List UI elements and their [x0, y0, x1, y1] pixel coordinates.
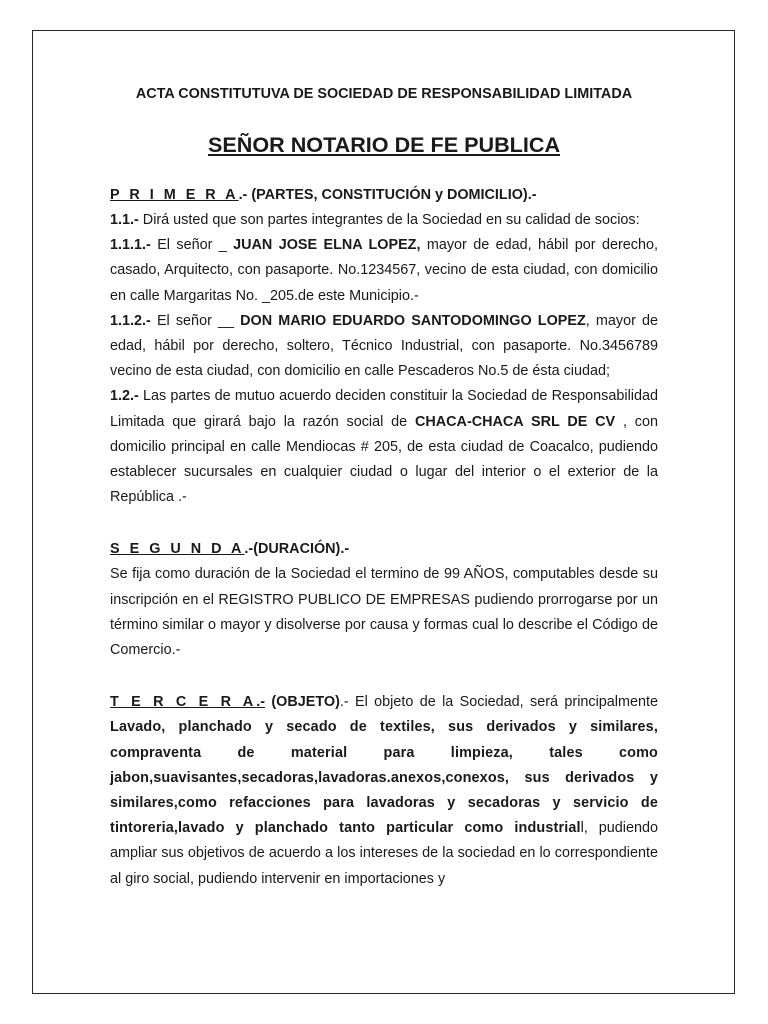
section-title-segunda: .-(DURACIÓN).-: [244, 541, 350, 558]
clause-number: 1.1.-: [110, 212, 139, 228]
clause-objeto: [110, 690, 658, 892]
clause-number: 1.1.1.-: [110, 237, 151, 254]
clause-1-1: [110, 208, 658, 233]
clause-text: , mayor de edad, hábil por derecho, soltero, Técnico Industrial, con pasaporte. No.3456789 vecino de esta ciudad, con domicilio en calle Pescaderos No.5 de ésta ciudad;: [110, 312, 659, 380]
section-label-dash: .-: [256, 694, 265, 711]
clause-text: mayor de edad, hábil por derecho, casado, Arquitecto, con pasaporte. No.1234567, vecino de esta ciudad, con domicilio en calle Margaritas No. _205.de este Municipio.-: [110, 237, 658, 304]
clause-text: Las partes de mutuo acuerdo deciden constituir la Sociedad de Responsabilidad Limitada que girará bajo la razón social de: [110, 388, 658, 430]
clause-text: Dirá usted que son partes integrantes de la Sociedad en su calidad de socios:: [138, 212, 640, 228]
document-body: [110, 78, 658, 892]
partner-name: DON MARIO EDUARDO SANTODOMINGO LOPEZ: [240, 312, 586, 329]
company-name: CHACA-CHACA SRL DE CV: [414, 413, 616, 430]
section-label-tercera: T E R C E R A: [110, 694, 257, 711]
clause-1-1-2: [110, 309, 658, 385]
clause-duracion: Se fija como duración de la Sociedad el termino de 99 AÑOS, computables desde su inscripción en el REGISTRO PUBLICO DE EMPRESAS pudiendo prorrogarse por un término similar o mayor y disolverse por causa y formas cual lo describe el Código de Comercio.-: [110, 566, 658, 659]
clause-text: El señor __: [150, 312, 241, 329]
document-title: ACTA CONSTITUTUVA DE SOCIEDAD DE RESPONSABILIDAD LIMITADA: [135, 86, 633, 102]
section-heading-segunda: [110, 537, 658, 562]
clause-text: , con domicilio principal en calle Mendiocas # 205, de esta ciudad de Coacalco, pudiendo establecer sucursales en cualquier ciudad o lugar del interior o el exterior de la República .-: [110, 413, 658, 506]
clause-number: 1.1.2.-: [110, 312, 151, 329]
section-heading-primera: [110, 183, 658, 208]
objeto-description: Lavado, planchado y secado de textiles, sus derivados y similares, compraventa de material para limpieza, tales como jabon,suavisantes,secadoras,lavadoras.anexos,conexos, sus derivados y similares,como refacciones para lavadoras y secadoras y servicio de tintoreria,lavado y planchado tanto particular como industrial: [110, 719, 658, 837]
clause-1-1-1: [110, 233, 658, 309]
section-label-segunda: S E G U N D A: [110, 541, 245, 558]
section-label-primera: P R I M E R A: [110, 187, 239, 203]
section-title-primera: .- (PARTES, CONSTITUCIÓN y DOMICILIO).-: [238, 187, 537, 203]
clause-1-2: [110, 384, 658, 510]
section-title-tercera: (OBJETO): [265, 694, 340, 711]
clause-text: El señor _: [150, 237, 234, 254]
document-subtitle: SEÑOR NOTARIO DE FE PUBLICA: [207, 132, 561, 157]
clause-text: l, pudiendo ampliar sus objetivos de acuerdo a los intereses de la sociedad en lo correspondiente al giro social, pudiendo intervenir en importaciones y: [110, 820, 658, 887]
partner-name: JUAN JOSE ELNA LOPEZ,: [233, 237, 421, 254]
clause-text: .- El objeto de la Sociedad, será principalmente: [339, 694, 658, 711]
clause-number: 1.2.-: [110, 388, 139, 405]
